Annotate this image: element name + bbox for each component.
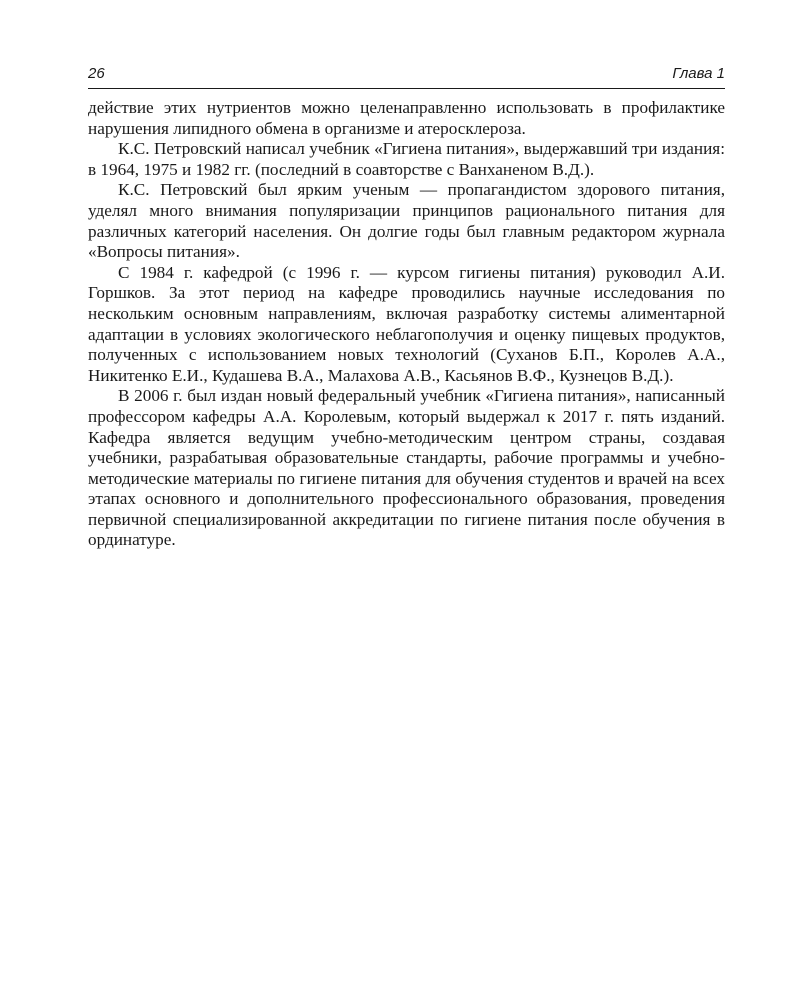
page-number: 26 — [88, 65, 105, 82]
chapter-label: Глава 1 — [672, 65, 725, 82]
paragraph-textbook: К.С. Петровский написал учебник «Гигиена питания», выдержавший три издания: в 1964, 1975 и 1982 гг. (последний в соавторстве с Ванханеном В.Д.). — [88, 139, 725, 179]
running-header — [88, 62, 725, 89]
paragraph-korolev: В 2006 г. был издан новый федеральный учебник «Гигиена питания», написанный профессором кафедры А.А. Королевым, который выдержал к 2017 г. пять изданий. Кафедра является ведущим учебно-методическим центром страны, создавая учебники, разрабатывая образовательные стандарты, рабочие программы и учебно-методические материалы по гигиене питания для обучения студентов и врачей на всех этапах основного и дополнительного профессионального образования, проведения первичной специализированной аккредитации по гигиене питания после обучения в ординатуре. — [88, 386, 725, 550]
body-text — [88, 98, 725, 551]
paragraph-petrovsky: К.С. Петровский был ярким ученым — пропагандистом здорового питания, уделял много внимания популяризации принципов рационального питания для различных категорий населения. Он долгие годы был главным редактором журнала «Вопросы питания». — [88, 180, 725, 262]
paragraph-continued: действие этих нутриентов можно целенаправленно использовать в профилактике нарушения липидного обмена в организме и атеросклероза. — [88, 98, 725, 138]
paragraph-gorshkov: С 1984 г. кафедрой (с 1996 г. — курсом гигиены питания) руководил А.И. Горшков. За этот период на кафедре проводились научные исследования по нескольким основным направлениям, включая разработку системы алиментарной адаптации в условиях экологического неблагополучия и оценку пищевых продуктов, полученных с использованием новых технологий (Суханов Б.П., Королев А.А., Никитенко Е.И., Кудашева В.А., Малахова А.В., Касьянов В.Ф., Кузнецов В.Д.). — [88, 262, 725, 385]
